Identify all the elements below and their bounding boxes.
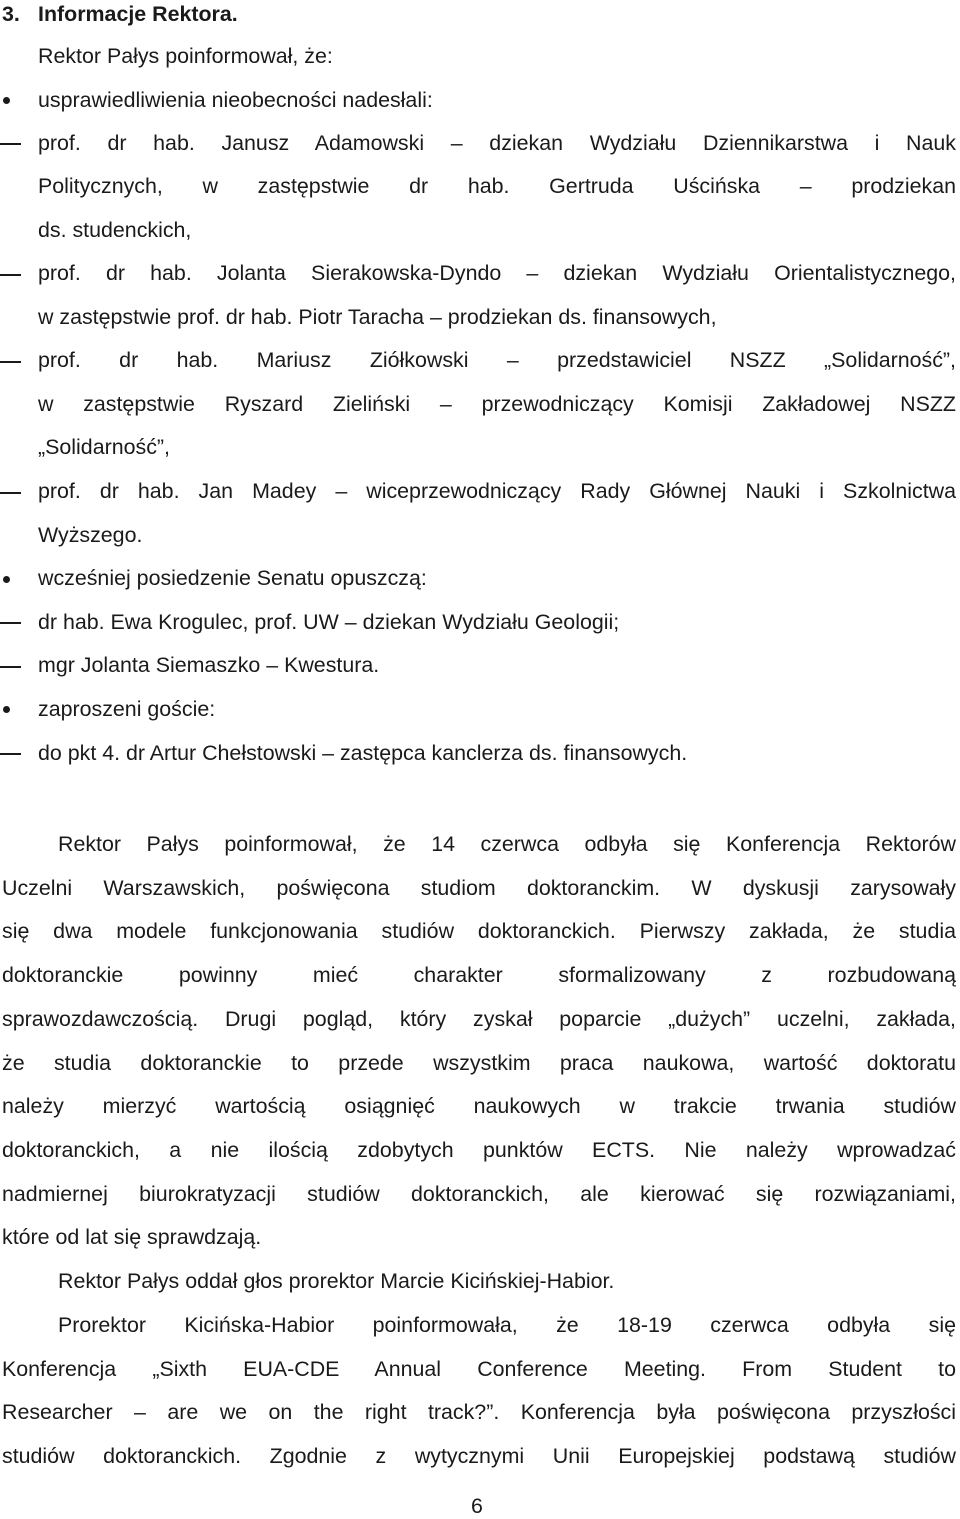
- bullet-icon: [3, 706, 10, 713]
- absence-line: ds. studenckich,: [38, 218, 192, 242]
- guests-label: zaproszeni goście:: [38, 697, 216, 721]
- absence-line: prof. dr hab. Janusz Adamowski – dziekan Wydziału Dziennikarstwa i Nauk: [38, 131, 956, 155]
- dash-icon: [0, 361, 21, 363]
- absence-line: „Solidarność”,: [38, 435, 170, 459]
- paragraph-line: Prorektor Kicińska-Habior poinformowała, że 18-19 czerwca odbyła się: [58, 1313, 956, 1337]
- absence-line: prof. dr hab. Mariusz Ziółkowski – przedstawiciel NSZZ „Solidarność”,: [38, 348, 956, 372]
- leaving-label: wcześniej posiedzenie Senatu opuszczą:: [38, 566, 427, 590]
- dash-icon: [0, 274, 21, 276]
- dash-icon: [0, 666, 21, 668]
- dash-icon: [0, 622, 21, 624]
- paragraph-line: Uczelni Warszawskich, poświęcona studiom doktoranckim. W dyskusji zarysowały: [2, 876, 956, 900]
- paragraph-line: doktoranckie powinny mieć charakter sformalizowany z rozbudowaną: [2, 963, 956, 987]
- paragraph-line: które od lat się sprawdzają.: [2, 1225, 262, 1249]
- paragraph-line: doktoranckich, a nie ilością zdobytych punktów ECTS. Nie należy wprowadzać: [2, 1138, 956, 1162]
- bullet-icon: [3, 97, 10, 104]
- dash-icon: [0, 492, 21, 494]
- paragraph-line: nadmiernej biurokratyzacji studiów doktoranckich, ale kierować się rozwiązaniami,: [2, 1182, 956, 1206]
- absence-line: Politycznych, w zastępstwie dr hab. Gertruda Uścińska – prodziekan: [38, 174, 956, 198]
- section-number: 3.: [2, 2, 20, 26]
- paragraph-line: że studia doktoranckie to przede wszystkim praca naukowa, wartość doktoratu: [2, 1051, 956, 1075]
- section-title: Informacje Rektora.: [38, 2, 238, 26]
- leaving-line: dr hab. Ewa Krogulec, prof. UW – dziekan Wydziału Geologii;: [38, 610, 620, 634]
- absences-label: usprawiedliwienia nieobecności nadesłali:: [38, 88, 433, 112]
- dash-icon: [0, 753, 21, 755]
- absence-line: w zastępstwie Ryszard Zieliński – przewodniczący Komisji Zakładowej NSZZ: [38, 392, 956, 416]
- bullet-icon: [3, 576, 10, 583]
- dash-icon: [0, 143, 21, 145]
- paragraph-line: się dwa modele funkcjonowania studiów doktoranckich. Pierwszy zakłada, że studia: [2, 919, 956, 943]
- absence-line: Wyższego.: [38, 523, 143, 547]
- paragraph-line: studiów doktoranckich. Zgodnie z wytycznymi Unii Europejskiej podstawą studiów: [2, 1444, 956, 1468]
- paragraph-line: należy mierzyć wartością osiągnięć naukowych w trakcie trwania studiów: [2, 1094, 956, 1118]
- guest-line: do pkt 4. dr Artur Chełstowski – zastępca kanclerza ds. finansowych.: [38, 741, 688, 765]
- paragraph-line: Konferencja „Sixth EUA-CDE Annual Conference Meeting. From Student to: [2, 1357, 956, 1381]
- paragraph-line: Researcher – are we on the right track?”. Konferencja była poświęcona przyszłości: [2, 1400, 956, 1424]
- intro-text: Rektor Pałys poinformował, że:: [38, 44, 333, 68]
- absence-line: prof. dr hab. Jan Madey – wiceprzewodniczący Rady Głównej Nauki i Szkolnictwa: [38, 479, 956, 503]
- absence-line: prof. dr hab. Jolanta Sierakowska-Dyndo – dziekan Wydziału Orientalistycznego,: [38, 261, 956, 285]
- leaving-line: mgr Jolanta Siemaszko – Kwestura.: [38, 653, 380, 677]
- paragraph-line: Rektor Pałys poinformował, że 14 czerwca odbyła się Konferencja Rektorów: [58, 832, 956, 856]
- paragraph-line: Rektor Pałys oddał głos prorektor Marcie Kicińskiej-Habior.: [58, 1269, 615, 1293]
- page-number: 6: [471, 1494, 483, 1518]
- absence-line: w zastępstwie prof. dr hab. Piotr Taracha – prodziekan ds. finansowych,: [38, 305, 717, 329]
- paragraph-line: sprawozdawczością. Drugi pogląd, który zyskał poparcie „dużych” uczelni, zakłada,: [2, 1007, 956, 1031]
